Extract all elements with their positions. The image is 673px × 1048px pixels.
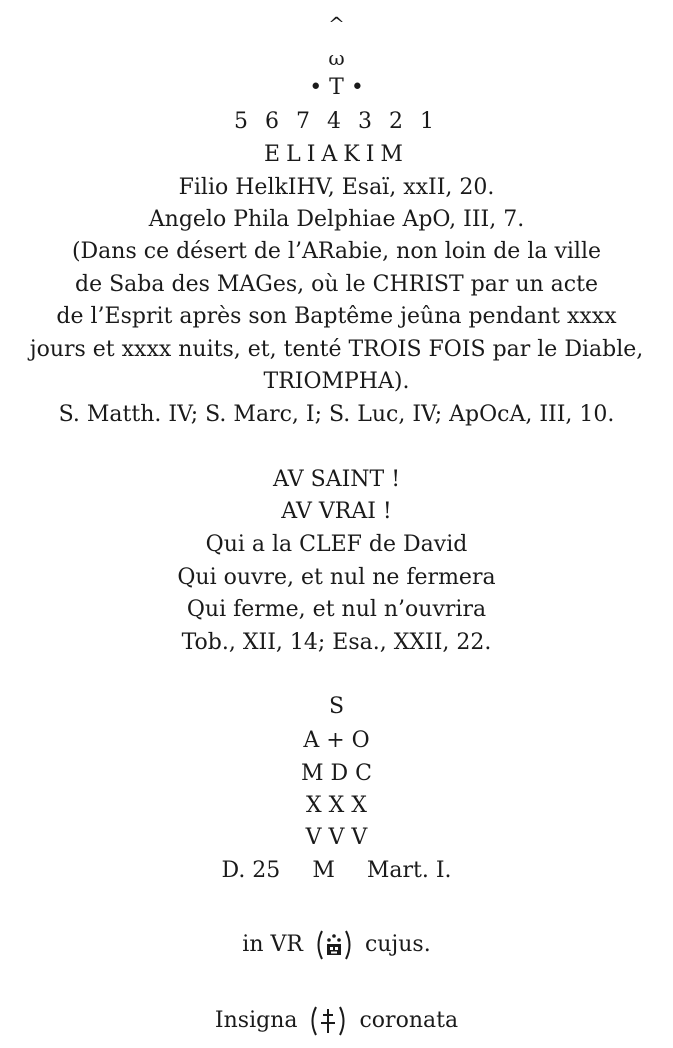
text-line: Qui ferme, et nul n’ouvrira (186, 597, 487, 622)
exclamation-line: AV SAINT ! (272, 467, 401, 492)
date-m: M (312, 858, 335, 883)
number-sequence: 5 6 7 4 3 2 1 (234, 109, 439, 134)
letter-line: X X X (306, 793, 367, 818)
text-line: de Saba des MAGes, où le CHRIST par un acte (75, 272, 598, 297)
omega-symbol: ω (328, 46, 345, 70)
heading-eliakim: ELIAKIM (264, 142, 409, 167)
text-line: de l’Esprit après son Baptême jeûna pendant xxxx (56, 304, 617, 329)
bracketed-face-emblem-icon (314, 928, 354, 962)
emblem-line-text-left: in VR (242, 932, 303, 957)
text-line: jours et xxxx nuits, et, tenté TROIS FOIS par le Diable, (29, 337, 644, 362)
bracketed-double-cross-emblem-icon (308, 1004, 348, 1038)
emblem-line-text-right: coronata (359, 1008, 459, 1033)
letter-line: S (328, 694, 345, 719)
citation-line: S. Matth. IV; S. Marc, I; S. Luc, IV; ApOcA, III, 10. (58, 402, 615, 427)
dotted-t-line: • T • (309, 75, 364, 100)
letter-line: A + O (303, 728, 370, 753)
citation-line: Tob., XII, 14; Esa., XXII, 22. (181, 630, 492, 655)
letter-line: V V V (305, 825, 368, 850)
caret-symbol: ^ (328, 12, 345, 36)
text-line: Qui ouvre, et nul ne fermera (177, 565, 496, 590)
date-line (0, 857, 673, 885)
emblem-line-2 (0, 1004, 673, 1038)
text-line: (Dans ce désert de l’ARabie, non loin de la ville (71, 239, 602, 264)
text-line: Angelo Phila Delphiae ApO, III, 7. (148, 207, 525, 232)
text-line: Qui a la CLEF de David (205, 532, 468, 557)
date-month: Mart. I. (366, 858, 452, 883)
text-line: Filio HelkIHV, Esaï, xxII, 20. (178, 175, 495, 200)
date-day: D. 25 (221, 858, 281, 883)
exclamation-line: AV VRAI ! (281, 499, 392, 524)
text-line: TRIOMPHA). (263, 369, 410, 394)
letter-line: M D C (301, 761, 372, 786)
emblem-line-text-right: cujus. (364, 932, 431, 957)
emblem-line-1 (0, 928, 673, 962)
emblem-line-text-left: Insigna (214, 1008, 298, 1033)
